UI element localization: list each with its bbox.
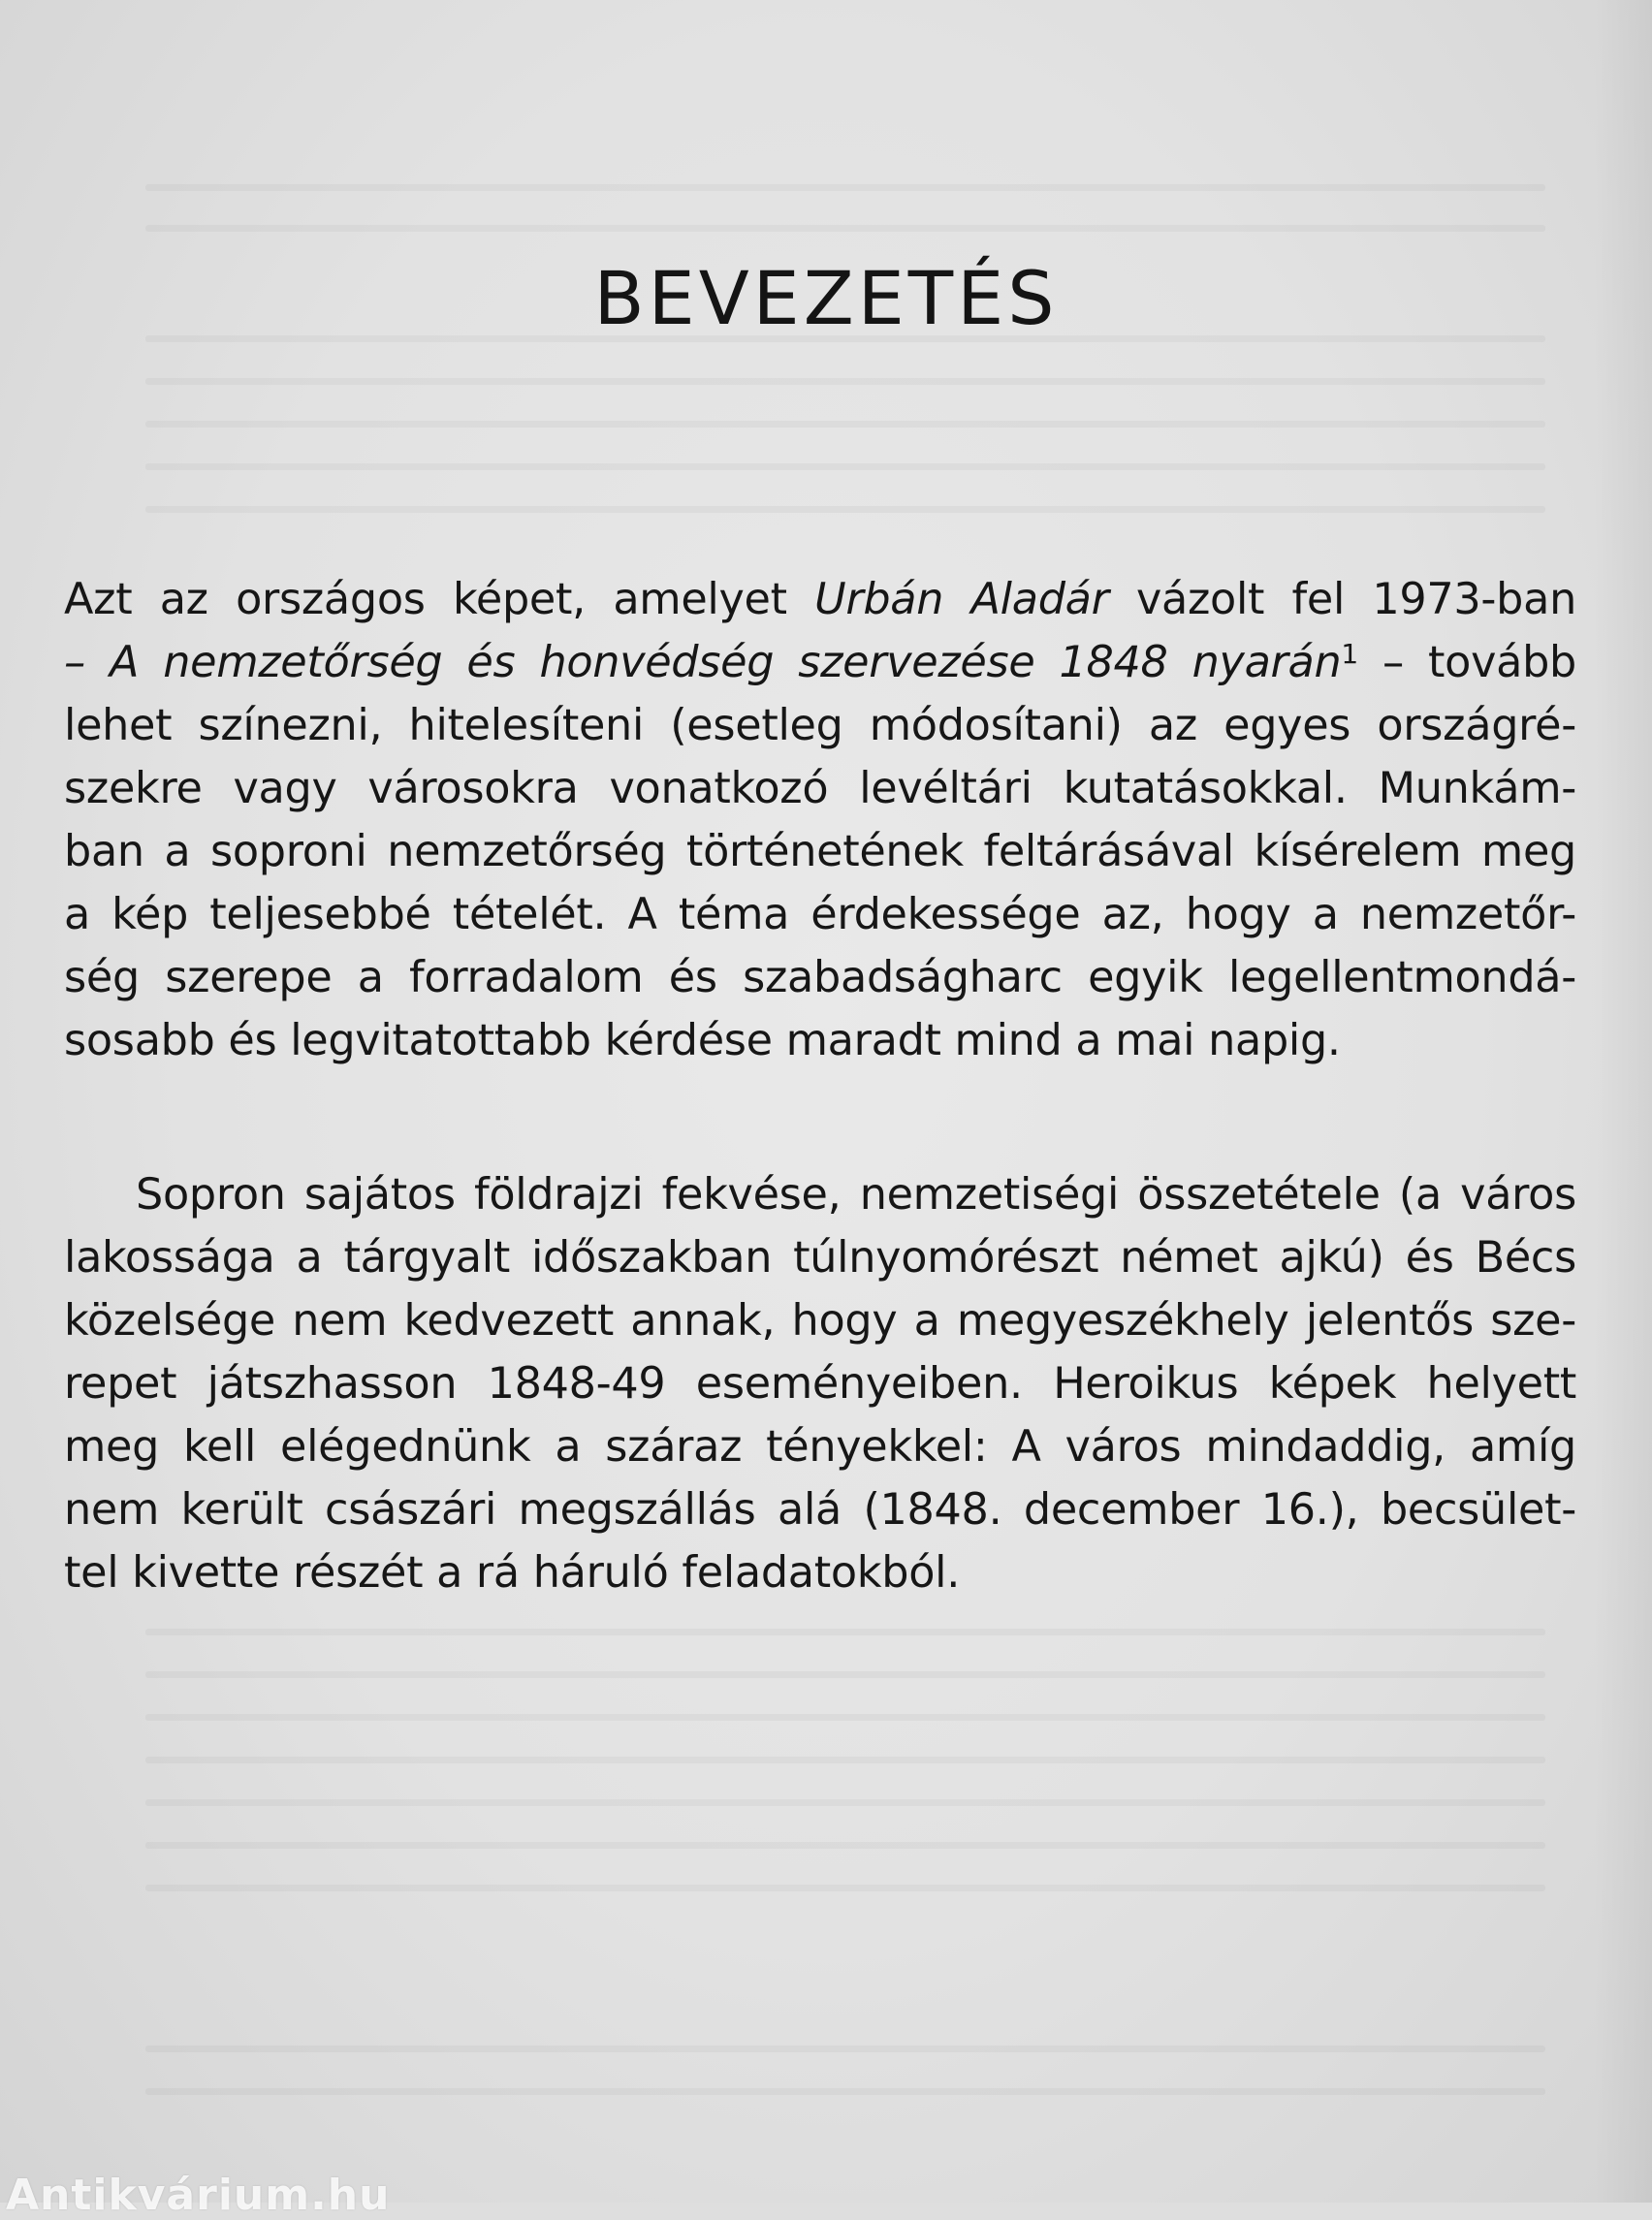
paragraph-1-line-1 xyxy=(64,568,1576,631)
show-through-line xyxy=(145,2046,1545,2052)
paragraph-2-line-1: Sopron sajátos földrajzi fekvése, nemzetiségi összetétele (a város xyxy=(136,1170,1576,1220)
work-title: – A nemzetőrség és honvédség szervezése 1848 nyarán xyxy=(64,638,1342,687)
show-through-line xyxy=(145,2088,1545,2095)
paragraph-2-line-3: közelsége nem kedvezett annak, hogy a megyeszékhely jelentős sze- xyxy=(64,1296,1576,1346)
show-through-line xyxy=(145,1629,1545,1635)
paragraph-1-line-4: szekre vagy városokra vonatkozó levéltári kutatásokkal. Munkám- xyxy=(64,764,1576,813)
show-through-line xyxy=(145,1671,1545,1678)
watermark: Antikvárium.hu xyxy=(6,2171,391,2220)
show-through-line xyxy=(145,506,1545,513)
paragraph-2-line-6: nem került császári megszállás alá (1848. december 16.), becsület- xyxy=(64,1485,1576,1535)
paragraph-2-line-5: meg kell elégednünk a száraz tényekkel: A város mindaddig, amíg xyxy=(64,1422,1576,1472)
show-through-line xyxy=(145,1885,1545,1891)
show-through-line xyxy=(145,225,1545,232)
paragraph-1-line-8: sosabb és legvitatottabb kérdése maradt mind a mai napig. xyxy=(64,1016,1341,1065)
paragraph-1-line-5: ban a soproni nemzetőrség történetének feltárásával kísérelem meg xyxy=(64,827,1576,876)
show-through-line xyxy=(145,421,1545,428)
paragraph-2-line-7: tel kivette részét a rá háruló feladatokból. xyxy=(64,1548,961,1598)
text-run: – tovább xyxy=(1357,638,1576,687)
show-through-line xyxy=(145,1842,1545,1849)
show-through-line xyxy=(145,378,1545,385)
author-name: Urbán Aladár xyxy=(814,575,1109,624)
show-through-line xyxy=(145,1757,1545,1763)
paragraph-2-line-4: repet játszhasson 1848-49 eseményeiben. Heroikus képek helyett xyxy=(64,1359,1576,1409)
paragraph-1-line-6: a kép teljesebbé tételét. A téma érdekessége az, hogy a nemzetőr- xyxy=(64,890,1576,939)
paragraph-2-line-2: lakossága a tárgyalt időszakban túlnyomórészt német ajkú) és Bécs xyxy=(64,1233,1576,1283)
paragraph-1-line-3: lehet színezni, hitelesíteni (esetleg módosítani) az egyes országré- xyxy=(64,701,1576,750)
show-through-line xyxy=(145,184,1545,191)
footnote-marker: 1 xyxy=(1341,638,1358,670)
chapter-heading: BEVEZETÉS xyxy=(593,255,1059,341)
text-run: Azt az országos képet, amelyet xyxy=(64,575,815,624)
show-through-line xyxy=(145,1799,1545,1806)
paragraph-1 xyxy=(64,568,1576,1072)
show-through-line xyxy=(145,463,1545,470)
paragraph-1-line-2 xyxy=(64,631,1576,694)
paragraph-2 xyxy=(64,1163,1576,1604)
paragraph-1-line-7: ség szerepe a forradalom és szabadságharc egyik legellentmondá- xyxy=(64,953,1576,1002)
show-through-line xyxy=(145,1714,1545,1721)
text-run: vázolt fel 1973-ban xyxy=(1108,575,1576,624)
